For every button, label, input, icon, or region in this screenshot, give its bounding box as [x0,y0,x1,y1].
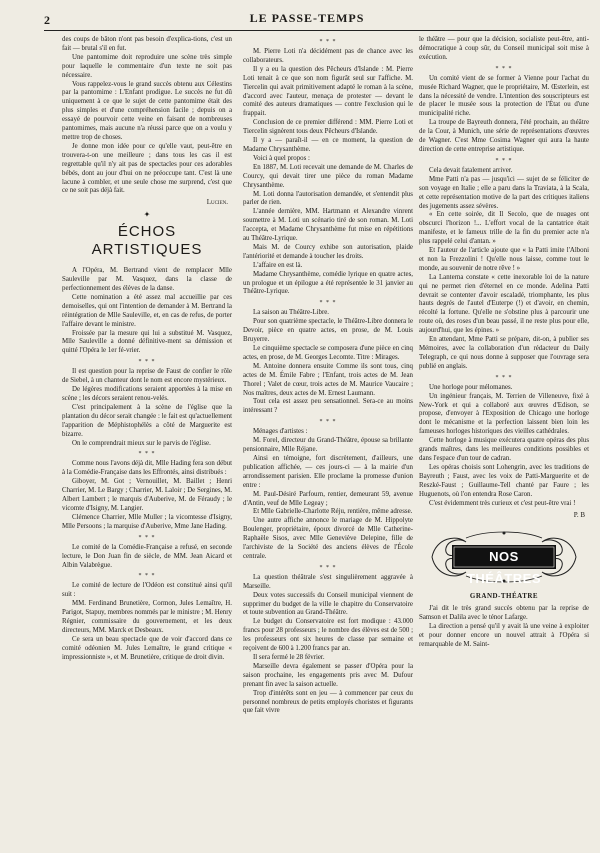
stars-divider: * * * [495,65,513,72]
subheading: GRAND-THÉATRE [469,592,539,601]
paragraph: Giboyer, M. Got ; Vernouillet, M. Baillet ; Henri Charrier, M. Le Bargy ; Charrier, M. Laloir ; De Sergines, M. Albert Lambert ; le marquis d'Auberive, M. de Féraudy ; le vicomte d'Isigny, M. Langier. [62,478,232,512]
paragraph: Il y a — paraît-il — en ce moment, la question de Madame Chrysanthème. [243,137,413,153]
signature: Lucien. [206,198,228,207]
paragraph: Conclusion de ce premier différend : MM. Pierre Loti et Tiercelin signèrent tous deux Pêcheurs d'Islande. [243,119,413,136]
paragraph: Il sera fermé le 28 février. [253,654,325,661]
paragraph: M. Antoine donnera ensuite Comme ils sont tous, cinq actes de M. Émile Fabre ; l'Enfant, trois actes de M. Jean Thorel ; Valet de cœur, trois actes de M. Maurice Vaucaire ; Nos maîtres, deux actes de M. Ernest Laumann. [243,362,413,397]
paragraph: Ménages d'artistes : [253,428,308,436]
paragraph: Le comité de lecture de l'Odéon est constitué ainsi qu'il suit : [62,582,232,599]
paragraph: L'année dernière, MM. Hartmann et Alexandre vinrent soumettre à M. Loti un scénario tiré de son roman. M. Loti l'accepta, et Madame Chrysanthème fut mise en répétitions au Théâtre-Lyrique. [243,208,413,243]
paragraph: Les opéras choisis sont Lohengrin, avec les traditions de Bayreuth ; Faust, avec les voix de Patti-Marguerite et de Reszké-Faust ; Guillaume-Tell chanté par Faure ; les Huguenots, où l'on entendra Rose Caron. [419,463,589,498]
paragraph: On le comprendrait mieux sur le parvis de l'église. [72,439,211,447]
paragraph: Ainsi en témoigne, fort discrètement, d'ailleurs, une publication affichée, — ces jours-ci — à la mairie d'un arrondissement parisien. Elle proclame la promesse d'union entre : [243,454,413,489]
paragraph: Une autre affiche annonce le mariage de M. Hippolyte Boulenger, propriétaire, époux divorcé de Mlle Catherine-Raphaële Sisos, avec Mlle Geneviève Delepine, fille de l'archiviste de la Société des anciens élèves de l'École centrale. [243,517,413,560]
paragraph: Trop d'intérêts sont en jeu — à commencer par ceux du personnel nombreux de petits employés choristes et figurants que fait vivre [243,689,413,715]
header-rule [44,30,570,31]
paragraph: Ce sera un beau spectacle que de voir d'accord dans ce comité odéonien M. Jules Lemaître, le grand critique « impressionniste », et M. Brunetière, critique de droit divin. [62,635,232,661]
paragraph: Et l'auteur de l'article ajoute que « la Patti imite l'Alboni et non la Frezzolini ! Qu'elle nous laisse, comme tout le monde, au souvenir de notre rêve ! » [419,247,589,272]
paragraph: Le comité de la Comédie-Française a refusé, en seconde lecture, le Don Juan fin de siècle, de MM. Jean Aicard et Albin Valabrègue. [62,543,232,569]
paragraph: J'ai dit le très grand succès obtenu par la reprise de Samson et Dalila avec le ténor Lafarge. [419,605,589,622]
paragraph: Et Mlle Gabrielle-Charlotte Réju, rentière, même adresse. [253,508,413,516]
paragraph: La saison au Théâtre-Libre. [253,309,330,317]
paragraph: Je donne mon idée pour ce qu'elle vaut, peut-être en trouvera-t-on une meilleure ; dans tous les cas il est regrettable qu'il n'y ait pas de spectacles pour ces adorables bébés, dont au jour d'hui on ne préoccupe tant. C'est là une lacune à combler, et une seule chose me surprend, c'est que ce ne soit pas déjà fait. [62,142,232,195]
paragraph: A l'Opéra, M. Bertrand vient de remplacer Mlle Sauleville par M. Vasquez, dans la classe de perfectionnement des élèves de la danse. [62,267,232,293]
paragraph: le théâtre — pour que la décision, socialiste peut-être, anti-démocratique à coup sûr, du Conseil municipal soit mise à exécution. [419,36,589,61]
column-3 [419,36,589,848]
paragraph: Un comité vient de se former à Vienne pour l'achat du musée Richard Wagner, que le propriétaire, M. Œsterlein, est dans la nécessité de vendre. L'intention des souscripteurs est de placer le musée sous la protection de l'État ou d'une municipalité riche. [419,74,589,118]
paragraph: Froissée par la mesure qui lui a substitué M. Vasquez, Mlle Sauleville a donné définitive-ment sa démission et quitté l'Opéra le 1er fé-vrier. [62,329,232,355]
stars-divider: * * * [495,157,513,164]
banner-title: NOS THÉÂTRES [466,549,542,587]
paragraph: La Lanterna constate « cette inexorable loi de la nature qui ne permet rien d'éternel en ce monde. Adelina Patti devrait se contenter d'avoir escaladé, triomphante, les plus hauts degrés de l'autel d'Euterpe (!) et d'avoir, en chemin, récolté la fortune. Qu'elle ne s'obstine plus à parcourir une route où, des roses d'un beau passé, il ne reste plus pour elle, aujourd'hui, que les épines. » [419,273,589,335]
paragraph: Mme Patti n'a pas — jusqu'ici — sujet de se féliciter de son voyage en Italie ; elle a paru dans la Traviata, à la Scala, et cette représentation motive de la part des critiques italiens des jugements assez sévères. [419,175,589,210]
paragraph: Cette horloge à musique exécutera quatre opéras des plus grands maîtres, dans les meilleures conditions possibles et dans l'espace d'un tour de cadran. [419,437,589,462]
stars-divider: * * * [319,419,337,426]
paragraph: De légères modifications seraient apportées à la mise en scène ; les décors seraient renou-velés. [62,386,232,402]
paragraph: Cela devait fatalement arriver. [429,166,513,174]
paragraph: M. Paul-Désiré Parfourn, rentier, demeurant 59, avenue d'Antin, veuf de Mlle Legeay ; [243,490,413,507]
page-number: 2 [44,13,50,27]
column-1 [62,36,232,848]
paragraph: Une pantomime doit reproduire une scène très simple pour laquelle le commentaire d'un texte ne soit pas nécessaire. [62,53,232,79]
paragraph: MM. Ferdinand Brunetière, Cormon, Jules Lemaître, H. Parigot, Stapuy, membres nommés par le ministre ; M. Henry Régnier, commissaire du gouvernement, et les deux directeurs, MM. Marck et Desbeaux. [62,600,232,634]
paragraph: Mais M. de Courcy exhibe son autorisation, plaide l'antériorité et demande à toucher les droits. [243,243,413,260]
paragraph: Deux votes successifs du Conseil municipal viennent de supprimer du budget de la ville le chapitre du Conservatoire et toute subvention au Grand-Théâtre. [243,591,413,617]
author-initials: P. B [573,511,585,520]
paragraph: M. Forel, directeur du Grand-Théâtre, épouse sa brillante pensionnaire, Mlle Réjane. [243,437,413,454]
paragraph: Vous rappelez-vous le grand succès obtenu aux Célestins par la pantomime : L'Enfant prodigue. Le succès ne fut dû uniquement à ce que le sujet de cette pantomime était des plus simples et d'une compréhension facile ; depuis on a essayé de pourvoir cette veine en faisant de nombreuses pantomimes, mais aucune n'a réussi parce que on a voulu y mettre trop de choses. [62,80,232,141]
paragraph: Marseille devra également se passer d'Opéra pour la saison prochaine, les engagements pris avec M. Dufour prenant fin avec la saison actuelle. [243,662,413,688]
paragraph: M. Pierre Loti n'a décidément pas de chance avec les collaborateurs. [243,48,413,64]
paragraph: Clémence Charrier, Mlle Muller ; la vicomtesse d'Isigny, Mlle Persoons ; la marquise d'Auberive, Mme Jane Hading. [62,513,232,530]
stars-divider: * * * [319,39,337,45]
paragraph: « En cette soirée, dit Il Secolo, que de nuages ont obscurci l'horizon !... L'effort vocal de la cantatrice était manifeste, et le fameux trille de la fin du premier acte n'a plus rappelé celui d'antan. » [419,211,589,246]
paragraph: Madame Chrysanthème, comédie lyrique en quatre actes, un prologue et un épilogue a été représentée le 31 janvier au Théâtre-Lyrique. [243,270,413,296]
column-2 [243,36,413,848]
stars-divider: * * * [138,573,156,580]
stars-divider: * * * [138,359,156,366]
paragraph: Pour son quatrième spectacle, le Théâtre-Libre donnera le Devoir, pièce en quatre actes, en prose, de M. Louis Bruyerre. [243,318,413,344]
paragraph: M. Loti donna l'autorisation demandée, et s'entendit plus parler de rien. [243,190,413,207]
paragraph: L'affaire en est là. [253,261,303,269]
paragraph: C'est évidemment très curieux et c'est peut-être vrai ! [429,499,576,507]
paragraph: Le budget du Conservatoire est fort modique : 43.000 francs pour 28 professeurs ; le nombre des élèves est de 500 ; les professeurs ont six heures de classe par semaine et reçoivent de 600 à 1.200 francs par an. [243,618,413,653]
paragraph: Cette nomination a été assez mal accueillie par ces demoiselles, qui ont l'intention de demander à M. Bertrand la réintégration de Mlle Sauleville, et, en cas de refus, de porter l'affaire devant le ministre. [62,293,232,328]
stars-divider: * * * [138,534,156,541]
paragraph: Voici à quel propos : [253,154,310,162]
paragraph: Le cinquième spectacle se composera d'une pièce en cinq actes, en prose, de M. Georges Lecomte. Titre : Mirages. [243,345,413,361]
paragraph: Il y a eu la question des Pêcheurs d'Islande : M. Pierre Loti tenait à ce que son nom figurât seul sur l'affiche. M. Tiercelin qui avait primitivement adapté le roman à la scène, d'accord avec l'auteur, menaça de protester — devant le comité des auteurs dramatiques — contre l'exclusion qui le frappait. [243,65,413,118]
paragraph: En 1887, M. Loti recevait une demande de M. Charles de Courcy, qui devait tirer une pièce du roman Madame Chrysanthème. [243,163,413,189]
page-header [44,8,570,28]
paragraph: Tout cela est assez peu sensationnel. Sera-ce au moins intéressant ? [243,398,413,415]
stars-divider: * * * [319,564,337,571]
paragraph: Il est question pour la reprise de Faust de confier le rôle de Siebel, à un chanteur dont le nom est encore mystérieux. [62,368,232,385]
stars-divider: * * * [138,451,156,458]
separator-ornament: ✦ [143,210,151,220]
article-pantomime [62,36,232,207]
paragraph: En attendant, Mme Patti se prépare, dit-on, à publier ses Mémoires, avec la collaboration d'un rédacteur du Daily Telegraph, ce qui nous donne à supposer que l'ouvrage sera publié en anglais. [419,336,589,370]
paragraph: La question théâtrale s'est singulièrement aggravée à Marseille. [243,573,413,590]
paragraph: Comme nous l'avons déjà dit, Mlle Hading fera son début à la Comédie-Française dans les Effrontés, ainsi distribués : [62,460,232,477]
stars-divider: * * * [319,300,337,307]
section-title-echos: ÉCHOS ARTISTIQUES [91,223,203,259]
stars-divider: * * * [495,374,513,381]
paragraph: des coups de bâton n'ont pas besoin d'explica-tions, c'est un fait — brutal s'il en fut. [62,36,232,52]
section-banner [426,528,582,586]
paragraph: La direction a pensé qu'il y avait là une veine à exploiter et pour donner encore un nouvel attrait à l'Opéra si remarquable de M. Saint- [419,623,589,648]
paragraph: Un ingénieur français, M. Terrien de Villeneuve, fixé à New-York et qui a collaboré aux œuvres d'Edison, se propose, d'envoyer à l'Exposition de Chicago une horloge dont le mécanisme et la perfection laissent bien loin les fameuses horloges historiques des vieilles cathédrales. [419,392,589,436]
paragraph: La troupe de Bayreuth donnera, l'été prochain, au théâtre de la Cour, à Munich, une série de représentations d'œuvres de Wagner. C'est Mme Cosima Wagner qui aura la haute direction de cette entreprise artistique. [419,119,589,153]
paragraph: C'est principalement à la scène de l'église que la plantation du décor serait changée : le fait est qu'actuellement l'apparition de Méphistophélès a côté de Marguerite est bizarre. [62,403,232,438]
publication-title: LE PASSE-TEMPS [249,11,365,25]
paragraph: Une horloge pour mélomanes. [429,383,513,391]
